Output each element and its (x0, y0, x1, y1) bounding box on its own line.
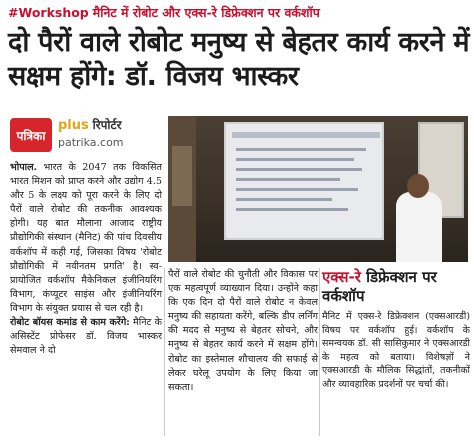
speaker-head (407, 174, 429, 198)
kicker-tag: #Workshop (8, 5, 89, 20)
slide-line (236, 188, 358, 191)
article-para-1 (10, 161, 162, 316)
article-para-2 (10, 316, 162, 358)
dateline: भोपाल. (10, 162, 38, 173)
slide-line (236, 178, 340, 181)
slide-line (236, 208, 348, 211)
projector-screen (224, 122, 384, 240)
slide-line (236, 148, 366, 151)
workshop-photo (168, 116, 468, 262)
slide-line (236, 198, 332, 201)
slide-title-bar (232, 132, 380, 138)
speaker-figure (396, 192, 442, 262)
reporter-label: रिपोर्टर (92, 118, 122, 132)
slide-line (236, 168, 362, 171)
masthead (10, 116, 170, 154)
headline: दो पैरों वाले रोबोट मनुष्य से बेहतर कार्य करने में सक्षम होंगे: डॉ. विजय भास्कर (8, 27, 470, 92)
article-subhead: रोबोट बॉयस कमांड से काम करेंगे: (10, 317, 130, 329)
sidebar-title (322, 268, 470, 306)
column-divider (319, 268, 320, 436)
article-para-2-text: मैनिट के असिस्टेंट प्रोफेसर डॉ. विजय भास्कर सेमवाल ने दो (10, 317, 162, 357)
photo-side-panel (172, 146, 192, 206)
article-column-left (10, 161, 162, 358)
reporter-line (58, 118, 122, 133)
patrika-logo: पत्रिका (10, 118, 52, 152)
plus-logo: plus (58, 118, 89, 133)
article-para-1-text: भारत के 2047 तक विकसित भारत मिशन को प्राप्त करने और उद्योग 4.5 और 5 के लक्ष्य को पूरा करने के लिए दो पैरों वाले रोबोट की तकनीक आवश्यक होगी। यह बात मौलाना आजाद राष्ट्रीय प्रौद्योगिकी संस्थान (मैनिट) की पांच दिवसीय वर्कशॉप में कही गई, जिसका विषय 'रोबोट प्रौद्योगिकी में नवीनतम प्रगति' है। स्व-प्रायोजित वर्कशॉप मैकेनिकल इंजीनियरिंग विभाग, कंप्यूटर साइंस और इंजीनियरिंग विभाग के संयुक्त प्रयास से चल रही है। (10, 162, 162, 314)
slide-line (236, 158, 354, 161)
sidebar-title-rest: डिफ्रेक्शन पर वर्कशॉप (322, 268, 437, 305)
article-column-middle: पैरों वाले रोबोट की चुनौती और विकास पर एक महत्वपूर्ण व्याख्यान दिया। उन्होंने कहा कि एक दिन दो पैरों वाले रोबोट न केवल मनुष्य की सहायता करेंगे, बल्कि डीप लर्निंग की मदद से मनुष्य से बेहतर सोचने, और मनुष्य से बेहतर कार्य करने में सक्षम होंगे। रोबोट का इस्तेमाल शौचालय की सफाई से लेकर घरेलू उपयोग के लिए किया जा सकता। (168, 269, 318, 393)
site-url: patrika.com (58, 136, 124, 149)
kicker-text: मैनिट में रोबोट और एक्स-रे डिफ्रेक्शन पर वर्कशॉप (92, 5, 320, 20)
kicker-line (8, 5, 468, 21)
column-divider (164, 268, 165, 436)
sidebar-body: मैनिट में एक्स-रे डिफ्रेक्शन (एक्सआरडी) विषय पर वर्कशॉप हुई। वर्कशॉप के समन्वयक डॉ. सी सासिकुमार ने एक्सआरडी के महत्व को बताया। विशेषज्ञों ने एक्सआरडी के मौलिक सिद्धांतों, तकनीकों और व्यावहारिक प्रदर्शनों पर चर्चा की। (322, 311, 470, 390)
sidebar-title-accent: एक्स-रे (322, 268, 361, 286)
sidebar-box (322, 268, 470, 392)
